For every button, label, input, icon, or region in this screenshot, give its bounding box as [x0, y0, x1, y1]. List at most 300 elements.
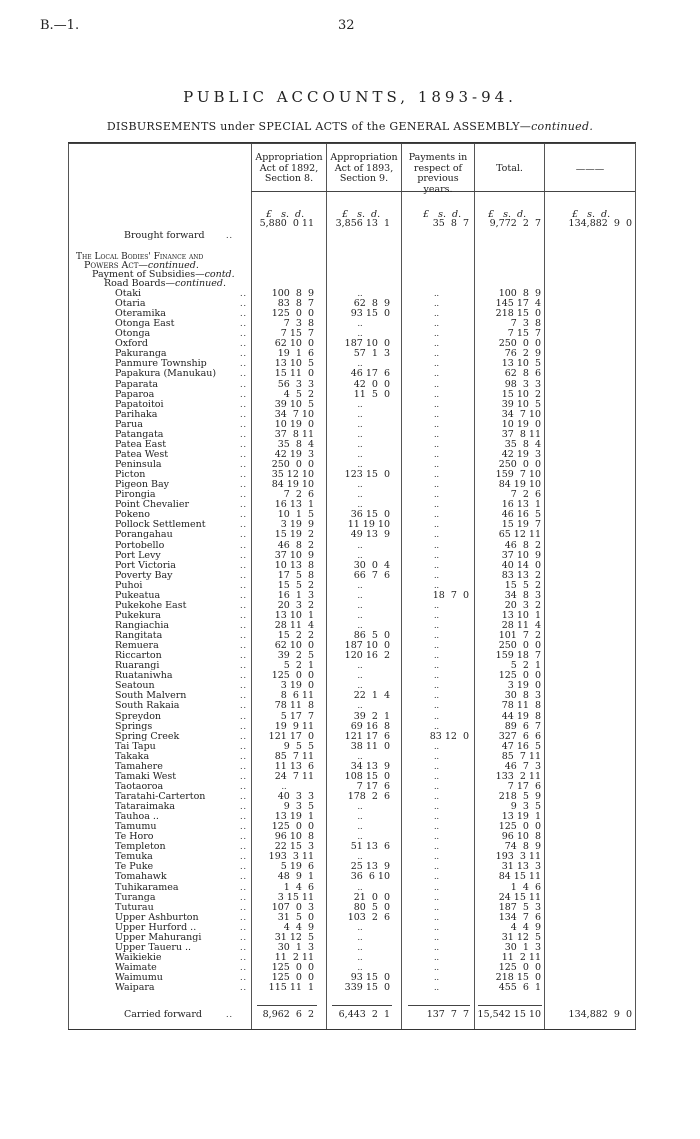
- row-name: Ruataniwha: [115, 670, 173, 682]
- cell-col-total: 250 0 0: [498, 338, 541, 350]
- leader-dots: ..: [240, 600, 248, 610]
- row-name: Pirongia: [115, 489, 156, 501]
- cell-col-1893: ..: [357, 329, 363, 339]
- cell-col-1892: 11 13 6: [274, 760, 314, 772]
- row-name: Parua: [115, 418, 143, 430]
- cell-col-1892: 31 12 5: [274, 931, 314, 943]
- cell-col-1893: 123 15 0: [344, 469, 390, 481]
- leader-dots: ..: [240, 822, 248, 832]
- cell-col-total: 101 7 2: [498, 630, 541, 642]
- leader-dots: ..: [240, 882, 248, 892]
- row-name: Pukeatua: [115, 589, 161, 601]
- cell-col-total: 85 7 11: [501, 750, 541, 762]
- cell-col-total: 327 6 6: [498, 730, 541, 742]
- cell-col-1892: 10 13 8: [274, 559, 314, 571]
- cell-col-previous: ..: [433, 922, 440, 932]
- cell-col-total: 35 8 4: [504, 438, 541, 450]
- leader-dots: ..: [240, 983, 248, 993]
- cell-col-previous: ..: [433, 761, 440, 771]
- brought-forward-c3: 35 8 7: [432, 218, 469, 229]
- row-name: Tamahere: [115, 760, 163, 772]
- cell-col-1892: 17 5 8: [277, 569, 314, 581]
- leader-dots: ..: [240, 711, 248, 721]
- cell-col-previous: ..: [433, 379, 440, 389]
- leader-dots: ..: [240, 862, 248, 872]
- leader-dots: ..: [240, 651, 248, 661]
- leader-dots: ..: [240, 399, 248, 409]
- leader-dots: ..: [240, 912, 248, 922]
- row-name: Tuhikaramea: [115, 881, 179, 893]
- leader-dots: ..: [240, 963, 248, 973]
- cell-col-1892: 22 15 3: [274, 841, 314, 853]
- subsection-heading: Payment of Subsidies—contd.: [92, 269, 235, 280]
- cell-col-1893: 187 10 0: [344, 640, 390, 652]
- subsubsection-heading: Road Boards—continued.: [104, 278, 226, 289]
- cell-col-previous: 18 7 0: [432, 589, 469, 601]
- cell-col-1892: 3 15 11: [277, 891, 314, 903]
- cell-col-1892: 15 2 2: [277, 630, 314, 642]
- cell-col-1893: ..: [357, 852, 363, 862]
- cell-col-1893: ..: [357, 399, 363, 409]
- cell-col-1893: 178 2 6: [347, 791, 390, 802]
- row-name: Upper Mahurangi: [115, 931, 202, 943]
- row-name: Waikiekie: [115, 951, 162, 963]
- leader-dots: ..: [240, 781, 248, 791]
- row-name: Pukekohe East: [115, 599, 187, 611]
- leader-dots: ..: [240, 540, 248, 550]
- cell-col-1893: ..: [357, 610, 363, 620]
- cell-col-1892: 15 11 0: [274, 368, 314, 380]
- cell-col-1893: ..: [357, 751, 363, 761]
- cell-col-total: 47 16 5: [501, 740, 541, 752]
- cell-col-1892: 8 6 11: [280, 690, 314, 702]
- cell-col-previous: ..: [433, 741, 440, 751]
- leader-dots: ..: [240, 892, 248, 902]
- cell-col-1892: 1 4 6: [283, 881, 314, 893]
- cell-col-total: 145 17 4: [495, 298, 541, 310]
- currency-header-c4: £ s. d.: [488, 209, 527, 220]
- cell-col-1892: 13 10 5: [274, 358, 314, 370]
- cell-col-1892: 15 5 2: [277, 579, 314, 591]
- row-name: Otonga East: [115, 318, 175, 330]
- cell-col-1893: ..: [357, 359, 363, 369]
- table-row: [68, 541, 636, 551]
- cell-col-total: 13 10 5: [501, 358, 541, 370]
- cell-col-1892: 16 1 3: [277, 589, 314, 601]
- row-name: Waimate: [115, 962, 157, 974]
- cell-col-1893: 66 7 6: [353, 569, 390, 581]
- cell-col-total: 13 10 1: [501, 609, 541, 621]
- cell-col-1892: 13 10 1: [274, 609, 314, 621]
- cell-col-1893: 38 11 0: [350, 740, 390, 752]
- row-name: Peninsula: [115, 459, 162, 471]
- cell-col-total: 46 16 5: [501, 509, 541, 521]
- cell-col-1893: 93 15 0: [350, 308, 390, 320]
- cell-col-previous: ..: [433, 661, 440, 671]
- cell-col-previous: ..: [433, 419, 440, 429]
- cell-col-total: 24 15 11: [498, 891, 541, 903]
- cell-col-1892: 37 10 9: [274, 549, 314, 561]
- cell-col-total: 84 19 10: [498, 479, 541, 491]
- leader-dots: ..: [240, 530, 248, 540]
- cell-col-1892: 46 8 2: [277, 539, 314, 551]
- cell-col-1892: 39 10 5: [274, 398, 314, 410]
- cell-col-1893: 80 5 0: [353, 901, 390, 913]
- cell-col-previous: ..: [433, 832, 440, 842]
- row-name: Upper Hurford ..: [115, 921, 197, 933]
- table-row: [68, 842, 636, 852]
- row-name: Tomahawk: [115, 871, 167, 883]
- cell-col-previous: ..: [433, 701, 440, 711]
- cell-col-1893: ..: [357, 822, 363, 832]
- cell-col-1893: 30 0 4: [353, 559, 390, 571]
- cell-col-1892: 10 1 5: [277, 509, 314, 521]
- cell-col-1893: 39 2 1: [353, 710, 390, 722]
- table-row: [68, 410, 636, 420]
- cell-col-1892: 7 3 8: [283, 318, 314, 330]
- leader-dots: ..: [240, 691, 248, 701]
- cell-col-previous: ..: [433, 952, 440, 962]
- cell-col-total: 84 15 11: [498, 871, 541, 883]
- cell-col-previous: ..: [433, 973, 440, 983]
- leader-dots: ..: [240, 852, 248, 862]
- cell-col-1893: 57 1 3: [353, 348, 390, 360]
- row-name: Springs: [115, 720, 153, 732]
- row-name: Remuera: [115, 640, 159, 652]
- cell-col-1893: ..: [357, 580, 363, 590]
- brought-forward-c4: 9,772 2 7: [489, 218, 541, 229]
- row-name: Upper Ashburton: [115, 911, 199, 923]
- leader-dots: ..: [240, 902, 248, 912]
- row-name: South Rakaia: [115, 700, 180, 712]
- currency-header-c5: £ s. d.: [572, 209, 611, 220]
- col-header-appropriation-1892: Appropriation Act of 1892, Section 8.: [255, 152, 323, 184]
- row-name: Oteramika: [115, 308, 166, 320]
- cell-col-1893: ..: [357, 922, 363, 932]
- cell-col-1893: ..: [357, 620, 363, 630]
- col-header-previous-years: Payments in respect of previous years.: [408, 152, 468, 195]
- cell-col-1893: 22 1 4: [353, 690, 390, 702]
- cell-col-total: 30 8 3: [504, 690, 541, 702]
- cell-col-1893: 120 16 2: [344, 650, 390, 662]
- cell-col-total: 3 19 0: [507, 680, 541, 692]
- table-row: [68, 742, 636, 752]
- cell-col-previous: 83 12 0: [429, 730, 469, 742]
- row-name: Turanga: [115, 891, 156, 903]
- leader-dots: ..: [240, 490, 248, 500]
- leader-dots: ..: [240, 812, 248, 822]
- cell-col-1893: ..: [357, 882, 363, 892]
- cell-col-1893: 86 5 0: [353, 630, 390, 642]
- row-name: Te Horo: [115, 831, 154, 843]
- row-name: Temuka: [115, 851, 153, 863]
- cell-col-1892: ..: [281, 781, 287, 791]
- cell-col-1892: 3 19 9: [280, 519, 314, 531]
- col-header-blank: ———: [575, 164, 605, 175]
- cell-col-previous: ..: [433, 771, 440, 781]
- cell-col-previous: ..: [433, 580, 440, 590]
- cell-col-previous: ..: [433, 550, 440, 560]
- cell-col-total: 5 2 1: [510, 660, 541, 672]
- row-name: Tai Tapu: [115, 740, 156, 752]
- cell-col-total: 7 2 6: [510, 489, 541, 501]
- cell-col-1893: ..: [357, 600, 363, 610]
- cell-col-1892: 83 8 7: [277, 298, 314, 310]
- cell-col-total: 250 0 0: [498, 459, 541, 471]
- cell-col-1893: 51 13 6: [350, 841, 390, 853]
- cell-col-previous: ..: [433, 912, 440, 922]
- leader-dots: ..: [240, 319, 248, 329]
- leader-dots: ..: [240, 952, 248, 962]
- row-name: Porangahau: [115, 529, 173, 541]
- cell-col-1893: 21 0 0: [353, 891, 390, 903]
- row-name: Patea West: [115, 448, 169, 460]
- cell-col-previous: ..: [433, 751, 440, 761]
- cell-col-1893: 42 0 0: [353, 378, 390, 390]
- cell-col-1893: ..: [357, 540, 363, 550]
- cell-col-1892: 7 15 7: [280, 328, 314, 340]
- cell-col-previous: ..: [433, 319, 440, 329]
- row-name: Pigeon Bay: [115, 479, 170, 491]
- row-name: Port Levy: [115, 549, 161, 561]
- row-name: Upper Taueru ..: [115, 941, 192, 953]
- cell-col-total: 159 7 10: [495, 469, 541, 481]
- carried-forward-c2: 6,443 2 1: [338, 1009, 390, 1020]
- cell-col-total: 34 8 3: [504, 589, 541, 601]
- carried-forward-c3: 137 7 7: [426, 1009, 469, 1020]
- leader-dots: ..: [240, 872, 248, 882]
- cell-col-previous: ..: [433, 339, 440, 349]
- accounts-table: [68, 142, 636, 1030]
- leader-dots: ..: [240, 470, 248, 480]
- leader-dots: ..: [240, 580, 248, 590]
- table-row: [68, 530, 636, 540]
- cell-col-1892: 39 2 5: [277, 650, 314, 662]
- cell-col-total: 20 3 2: [504, 599, 541, 611]
- cell-col-1893: ..: [357, 490, 363, 500]
- leader-dots: ..: [240, 802, 248, 812]
- cell-col-1892: 48 9 1: [277, 871, 314, 883]
- cell-col-previous: ..: [433, 651, 440, 661]
- cell-col-total: 125 0 0: [498, 821, 541, 833]
- cell-col-1893: 36 6 10: [350, 871, 390, 883]
- row-name: Puhoi: [115, 579, 143, 591]
- cell-col-total: 76 2 9: [504, 348, 541, 360]
- cell-col-1893: 34 13 9: [350, 760, 390, 772]
- page-subtitle: DISBURSEMENTS under SPECIAL ACTS of the GENERAL ASSEMBLY—continued.: [106, 120, 594, 133]
- row-name: Otaki: [115, 288, 142, 299]
- cell-col-total: 133 2 11: [495, 770, 541, 782]
- leader-dots: ..: [240, 520, 248, 530]
- cell-col-1893: ..: [357, 812, 363, 822]
- cell-col-previous: ..: [433, 369, 440, 379]
- row-name: Patangata: [115, 428, 164, 440]
- section-heading: The Local Bodies' Finance and: [76, 252, 204, 262]
- cell-col-total: 28 11 4: [501, 619, 541, 631]
- leader-dots: ..: [240, 409, 248, 419]
- cell-col-total: 83 13 2: [501, 569, 541, 581]
- cell-col-previous: ..: [433, 570, 440, 580]
- cell-col-total: 16 13 1: [501, 499, 541, 511]
- leader-dots: ..: [240, 369, 248, 379]
- cell-col-1892: 85 7 11: [274, 750, 314, 762]
- cell-col-total: 39 10 5: [501, 398, 541, 410]
- cell-col-1892: 5 19 6: [280, 861, 314, 873]
- cell-col-total: 46 7 3: [504, 760, 541, 772]
- table-row: [68, 872, 636, 882]
- cell-col-1893: ..: [357, 942, 363, 952]
- table-row: [68, 701, 636, 711]
- cell-col-1892: 30 1 3: [277, 941, 314, 953]
- cell-col-1893: 7 17 6: [356, 780, 390, 792]
- cell-col-1892: 13 19 1: [274, 811, 314, 823]
- cell-col-1892: 24 7 11: [274, 770, 314, 782]
- brought-forward-c5: 134,882 9 0: [568, 218, 632, 229]
- row-name: Taotaoroa: [115, 780, 164, 792]
- cell-col-previous: ..: [433, 691, 440, 701]
- cell-col-1893: ..: [357, 590, 363, 600]
- cell-col-previous: ..: [433, 671, 440, 681]
- carried-forward-c5: 134,882 9 0: [568, 1009, 632, 1020]
- leader-dots: ..: [240, 641, 248, 651]
- cell-col-1893: ..: [357, 832, 363, 842]
- cell-col-previous: ..: [433, 530, 440, 540]
- row-name: Templeton: [115, 841, 166, 853]
- cell-col-previous: ..: [433, 812, 440, 822]
- brought-forward-c1: 5,880 0 11: [259, 218, 314, 229]
- cell-col-1892: 78 11 8: [274, 700, 314, 712]
- leader-dots: ..: [240, 701, 248, 711]
- leader-dots: ..: [240, 942, 248, 952]
- cell-col-total: 4 4 9: [510, 921, 541, 933]
- leader-dots: ..: [240, 309, 248, 319]
- cell-col-1892: 3 19 0: [280, 680, 314, 692]
- cell-col-total: 15 19 7: [501, 519, 541, 531]
- cell-col-1893: ..: [357, 963, 363, 973]
- row-name: Seatoun: [115, 680, 155, 692]
- cell-col-previous: ..: [433, 299, 440, 309]
- cell-col-previous: ..: [433, 963, 440, 973]
- cell-col-1892: 125 0 0: [271, 972, 314, 984]
- table-row: [68, 289, 636, 299]
- row-name: Rangiachia: [115, 619, 170, 631]
- cell-col-total: 218 5 9: [498, 791, 541, 802]
- cell-col-previous: ..: [433, 429, 440, 439]
- cell-col-previous: ..: [433, 822, 440, 832]
- row-name: South Malvern: [115, 690, 187, 702]
- cell-col-1892: 4 5 2: [283, 388, 314, 400]
- cell-col-previous: ..: [433, 942, 440, 952]
- row-name: Panmure Township: [115, 358, 207, 370]
- leader-dots: ..: [240, 932, 248, 942]
- cell-col-1893: ..: [357, 439, 363, 449]
- leader-dots: ..: [240, 329, 248, 339]
- cell-col-total: 7 3 8: [510, 318, 541, 330]
- cell-col-1893: ..: [357, 671, 363, 681]
- row-name: Pokeno: [115, 509, 150, 521]
- cell-col-1893: ..: [357, 701, 363, 711]
- row-name: Riccarton: [115, 650, 162, 662]
- cell-col-1893: ..: [357, 460, 363, 470]
- cell-col-total: 34 7 10: [501, 408, 541, 420]
- row-name: Otaria: [115, 298, 146, 310]
- row-name: Spreydon: [115, 710, 162, 722]
- cell-col-1893: 69 16 8: [350, 720, 390, 732]
- cell-col-total: 40 14 0: [501, 559, 541, 571]
- cell-col-total: 11 2 11: [501, 951, 541, 963]
- cell-col-1892: 35 12 10: [271, 469, 314, 481]
- cell-col-1892: 11 2 11: [274, 951, 314, 963]
- cell-col-1892: 62 10 0: [274, 640, 314, 652]
- row-name: Parihaka: [115, 408, 158, 420]
- row-name: Takaka: [115, 750, 150, 762]
- leader-dots: ..: [240, 590, 248, 600]
- cell-col-1892: 19 1 6: [277, 348, 314, 360]
- leader-dots: ..: [240, 510, 248, 520]
- page-title: PUBLIC ACCOUNTS, 1893-94.: [183, 88, 517, 106]
- cell-col-total: 1 4 6: [510, 881, 541, 893]
- cell-col-previous: ..: [433, 490, 440, 500]
- cell-col-1893: ..: [357, 449, 363, 459]
- leader-dots: ..: [240, 379, 248, 389]
- row-name: Tamumu: [115, 821, 157, 833]
- cell-col-previous: ..: [433, 610, 440, 620]
- cell-col-total: 15 10 2: [501, 388, 541, 400]
- row-name: Patea East: [115, 438, 167, 450]
- cell-col-total: 455 6 1: [498, 982, 541, 994]
- cell-col-1893: 62 8 9: [353, 298, 390, 310]
- cell-col-total: 10 19 0: [501, 418, 541, 430]
- row-name: Papatoitoi: [115, 398, 164, 410]
- cell-col-1892: 20 3 2: [277, 599, 314, 611]
- cell-col-1892: 7 2 6: [283, 489, 314, 501]
- leader-dots: ..: [240, 751, 248, 761]
- row-name: Point Chevalier: [115, 499, 190, 511]
- cell-col-1892: 107 0 3: [271, 901, 314, 913]
- cell-col-1893: ..: [357, 681, 363, 691]
- leader-dots: ..: [240, 741, 248, 751]
- cell-col-total: 15 5 2: [504, 579, 541, 591]
- cell-col-previous: ..: [433, 520, 440, 530]
- cell-col-previous: ..: [433, 711, 440, 721]
- cell-col-1893: ..: [357, 802, 363, 812]
- table-row: [68, 369, 636, 379]
- page-number: 32: [338, 18, 355, 33]
- cell-col-total: 250 0 0: [498, 640, 541, 652]
- cell-col-previous: ..: [433, 842, 440, 852]
- cell-col-1893: ..: [357, 319, 363, 329]
- leader-dots: ..: [240, 631, 248, 641]
- leader-dots: ..: [240, 681, 248, 691]
- leader-dots: ..: [240, 439, 248, 449]
- cell-col-1893: 46 17 6: [350, 368, 390, 380]
- cell-col-total: 98 3 3: [504, 378, 541, 390]
- row-name: Portobello: [115, 539, 165, 551]
- cell-col-total: 218 15 0: [495, 308, 541, 320]
- row-name: Rangitata: [115, 630, 163, 642]
- cell-col-previous: ..: [433, 510, 440, 520]
- cell-col-1892: 193 3 11: [268, 851, 314, 863]
- cell-col-1892: 125 0 0: [271, 821, 314, 833]
- cell-col-1893: ..: [357, 429, 363, 439]
- leader-dots: ..: [240, 832, 248, 842]
- cell-col-previous: ..: [433, 902, 440, 912]
- leader-dots: ..: [240, 922, 248, 932]
- cell-col-1892: 9 5 5: [283, 740, 314, 752]
- leader-dots: ..: [240, 792, 248, 801]
- row-name: Spring Creek: [115, 730, 180, 742]
- row-name: Waipara: [115, 982, 155, 994]
